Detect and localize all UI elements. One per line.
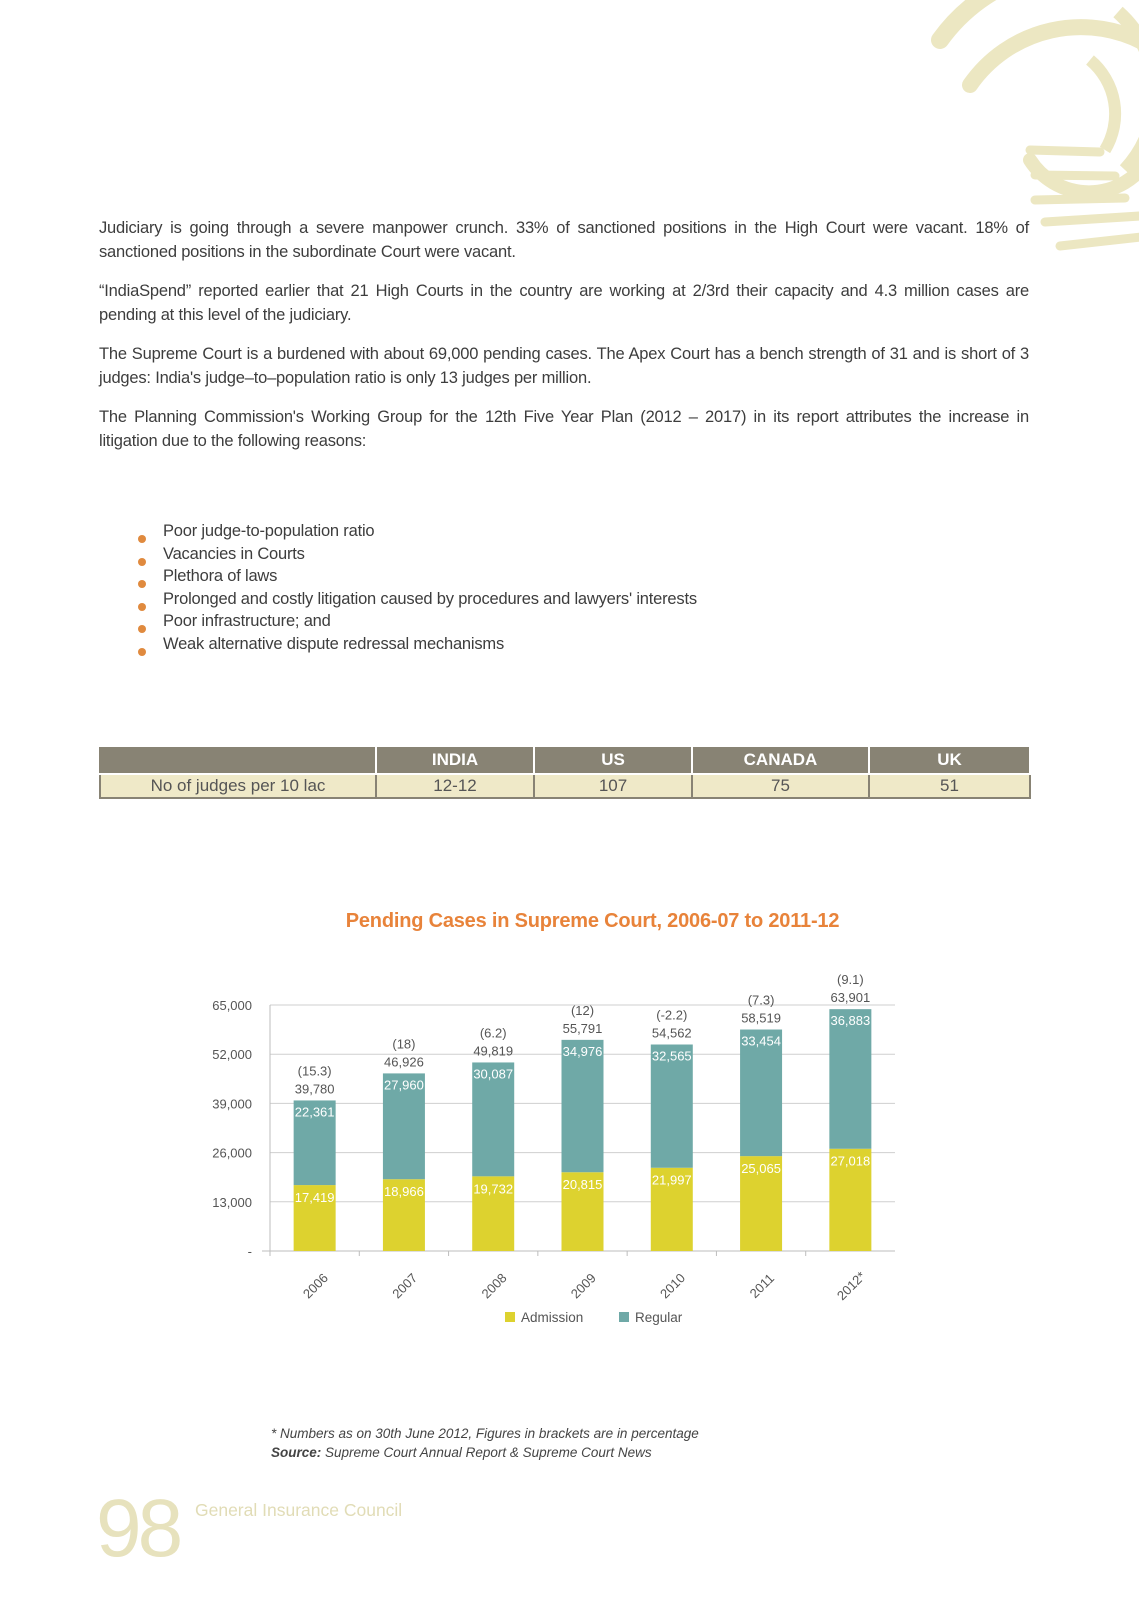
y-tick-label: 52,000 [212,1047,252,1063]
admission-data-label: 27,018 [830,1153,871,1169]
list-item: Poor infrastructure; and [163,610,697,633]
regular-data-label: 34,976 [562,1043,603,1059]
y-tick-label: 26,000 [212,1145,252,1161]
y-tick-label: 65,000 [212,998,252,1013]
paragraph-planning-commission: The Planning Commission's Working Group for the 12th Five Year Plan (2012 – 2017) in its report attributes the increase in litigation due to the following reasons: [99,408,1029,450]
percent-change-label: (15.3) [297,1063,332,1079]
total-data-label: 54,562 [651,1025,692,1041]
list-item: Vacancies in Courts [163,543,697,566]
percent-change-label: (9.1) [836,972,864,988]
table-cell-us: 107 [534,774,692,798]
admission-data-label: 17,419 [294,1190,335,1206]
judges-comparison-table [99,745,1031,799]
reasons-list [163,520,697,656]
x-tick-label: 2012* [833,1268,869,1304]
chart-title: Pending Cases in Supreme Court, 2006-07 to 2011-12 [345,910,840,932]
chart-source-line [271,1443,699,1462]
pending-cases-chart [190,950,930,1350]
table-row-label: No of judges per 10 lac [100,774,376,798]
total-data-label: 49,819 [473,1043,514,1059]
list-item: Prolonged and costly litigation caused by procedures and lawyers' interests [163,588,697,611]
table-header-us: US [534,746,692,774]
legend-swatch-admission [505,1312,515,1322]
legend-label-regular: Regular [635,1310,683,1325]
x-tick-label: 2010 [657,1270,689,1302]
admission-data-label: 19,732 [473,1181,514,1197]
regular-data-label: 33,454 [741,1033,781,1049]
list-item: Poor judge-to-population ratio [163,520,697,543]
table-header-canada: CANADA [692,746,869,774]
paragraph-supreme-court: The Supreme Court is a burdened with about 69,000 pending cases. The Apex Court has a bench strength of 31 and is short of 3 judges: India's judge–to–population ratio is only 13 judges per million. [99,345,1029,387]
total-data-label: 46,926 [384,1054,424,1070]
x-tick-label: 2009 [567,1270,599,1302]
x-tick-label: 2006 [299,1270,331,1302]
percent-change-label: (6.2) [479,1025,507,1041]
legend-label-admission: Admission [521,1310,584,1325]
list-item: Weak alternative dispute redressal mechanisms [163,633,697,656]
table-header-row [100,746,1030,774]
regular-data-label: 36,883 [830,1013,871,1029]
paragraph-indiaspend: “IndiaSpend” reported earlier that 21 High Courts in the country are working at 2/3rd their capacity and 4.3 million cases are pending at this level of the judiciary. [99,282,1029,324]
table-header-uk: UK [869,746,1030,774]
bar-regular [562,1040,604,1172]
page-number: 98 [96,1483,180,1574]
admission-data-label: 21,997 [651,1172,692,1188]
regular-data-label: 30,087 [473,1066,514,1082]
bar-regular [829,1009,871,1149]
chart-footnote [271,1424,699,1462]
source-text: Supreme Court Annual Report & Supreme Court News [321,1445,652,1460]
percent-change-label: (-2.2) [656,1007,688,1023]
table-cell-uk: 51 [869,774,1030,798]
percent-change-label: (18) [392,1036,416,1052]
paragraph-manpower: Judiciary is going through a severe manpower crunch. 33% of sanctioned positions in the High Court were vacant. 18% of sanctioned positions in the subordinate Court were vacant. [99,219,1029,261]
percent-change-label: (7.3) [747,992,775,1008]
total-data-label: 39,780 [294,1081,335,1097]
admission-data-label: 20,815 [562,1177,603,1193]
percent-change-label: (12) [570,1002,595,1018]
regular-data-label: 22,361 [294,1104,335,1120]
table-header-blank [100,746,376,774]
total-data-label: 55,791 [562,1020,603,1036]
legend-swatch-regular [619,1312,629,1322]
chart-note-line: * Numbers as on 30th June 2012, Figures in brackets are in percentage [271,1426,699,1441]
y-tick-label: 13,000 [212,1194,252,1210]
regular-data-label: 32,565 [651,1048,692,1064]
y-tick-label: - [247,1244,252,1259]
x-tick-label: 2007 [389,1270,421,1302]
admission-data-label: 25,065 [741,1161,781,1177]
table-header-india: INDIA [376,746,534,774]
table-row [100,774,1030,798]
y-tick-label: 39,000 [212,1096,252,1112]
total-data-label: 63,901 [830,990,871,1006]
x-tick-label: 2008 [478,1270,510,1302]
publisher-name: General Insurance Council [195,1500,403,1520]
admission-data-label: 18,966 [384,1184,424,1200]
x-tick-label: 2011 [746,1270,778,1302]
total-data-label: 58,519 [741,1010,781,1026]
table-cell-canada: 75 [692,774,869,798]
list-item: Plethora of laws [163,565,697,588]
regular-data-label: 27,960 [384,1077,424,1093]
source-label: Source: [271,1445,322,1460]
table-cell-india: 12-12 [376,774,534,798]
